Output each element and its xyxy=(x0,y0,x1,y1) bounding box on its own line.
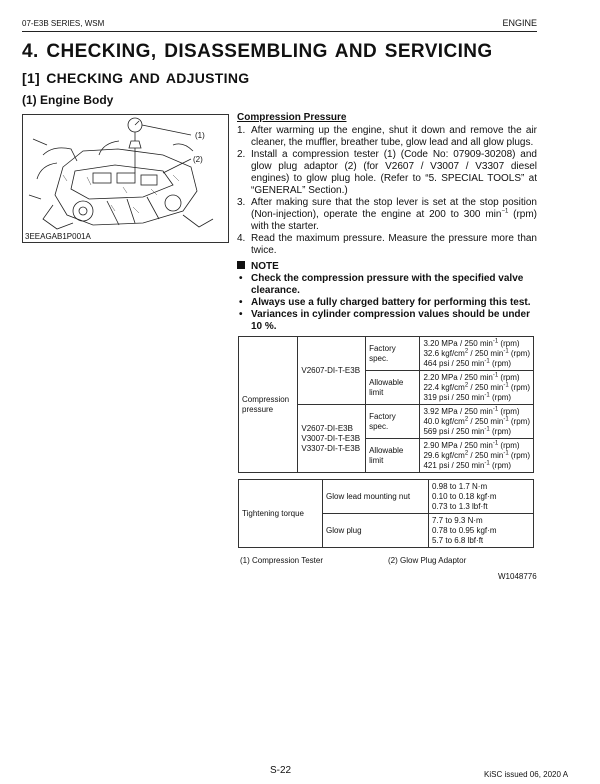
glow-lead-nut-label: Glow lead mounting nut xyxy=(323,480,429,514)
factory-spec-label: Factory spec. xyxy=(366,337,420,371)
compression-item-label: Compression pressure xyxy=(239,337,298,473)
chapter-title: 4. CHECKING, DISASSEMBLING AND SERVICING xyxy=(22,41,493,62)
procedure-step: 1. After warming up the engine, shut it down and remove the air cleaner, the muffler, breather tube, glow lead and all glow plugs. xyxy=(237,125,537,148)
torque-spec-table xyxy=(238,479,534,548)
glow-lead-nut-values: 0.98 to 1.7 N·m 0.10 to 0.18 kgf·m 0.73 to 1.3 lbf·ft xyxy=(429,480,534,514)
header-divider xyxy=(22,31,537,32)
note-square-icon xyxy=(237,261,245,269)
torque-item-label: Tightening torque xyxy=(239,480,323,548)
legend-compression-tester: (1) Compression Tester xyxy=(240,556,323,565)
subsection-title: (1) Engine Body xyxy=(22,93,114,107)
figure-code: 3EEAGAB1P001A xyxy=(25,232,91,241)
model-a-limit-values: 2.20 MPa / 250 $\min^{-1} (rpm)$ 22.4 kgf/$cm^2 / 250$ $\min^{-1} (rpm)$ 319 psi / 250 $\min^{-1} (rpm)$ xyxy=(420,371,534,405)
model-b-label: V2607-DI-E3B V3007-DI-T-E3B V3307-DI-T-E3B xyxy=(298,405,366,473)
allowable-limit-label: Allowable limit xyxy=(366,439,420,473)
engine-illustration xyxy=(22,114,229,243)
procedure-step: 2. Install a compression tester (1) (Code No: 07909-30208) and glow plug adaptor (2) (for V2607 / V3007 / V3307 diesel engines) to glow plug hole. (Refer to “5. SPECIAL TOOLS” at “GENERAL” Section.) xyxy=(237,149,537,196)
model-b-limit-values: 2.90 MPa / 250 $\min^{-1} (rpm)$ 29.6 kgf/$cm^2 / 250$ $\min^{-1} (rpm)$ 421 psi / 250 $\min^{-1} (rpm)$ xyxy=(420,439,534,473)
model-a-factory-values: 3.20 MPa / 250 $\min^{-1} (rpm)$ 32.6 kgf/$cm^2 / 250$ $\min^{-1} (rpm)$ 464 psi / 250 $\min^{-1} (rpm)$ xyxy=(420,337,534,371)
page-number: S-22 xyxy=(270,765,292,776)
note-item: • Check the compression pressure with the specified valve clearance. xyxy=(239,273,524,296)
note-item: • Always use a fully charged battery for performing this test. xyxy=(239,297,531,308)
procedure-steps xyxy=(237,125,537,257)
procedure-title: Compression Pressure xyxy=(237,112,347,123)
issue-info: KiSC issued 06, 2020 A xyxy=(484,770,569,779)
allowable-limit-label: Allowable limit xyxy=(366,371,420,405)
model-a-label: V2607-DI-T-E3B xyxy=(298,337,366,405)
header-series: 07-E3B SERIES, WSM xyxy=(22,19,105,28)
section-title: [1] CHECKING AND ADJUSTING xyxy=(22,70,250,86)
header-section: ENGINE xyxy=(502,18,537,28)
note-heading: NOTE xyxy=(237,261,279,272)
note-item: • Variances in cylinder compression values should be under 10 %. xyxy=(239,309,530,332)
procedure-step: 3. After making sure that the stop lever is set at the stop position (Non-injection), operate the engine at 200 to 300 $\min^{-1} (rpm)$ with the starter. xyxy=(237,197,537,232)
note-list xyxy=(237,273,537,333)
procedure-step: 4. Read the maximum pressure. Measure the pressure more than twice. xyxy=(237,233,537,256)
figure-callout-1: (1) xyxy=(195,131,205,140)
legend-glow-plug-adaptor: (2) Glow Plug Adaptor xyxy=(388,556,467,565)
compression-spec-table xyxy=(238,336,534,473)
model-b-factory-values: 3.92 MPa / 250 $\min^{-1} (rpm)$ 40.0 kgf/$cm^2 / 250$ $\min^{-1} (rpm)$ 569 psi / 250 $\min^{-1} (rpm)$ xyxy=(420,405,534,439)
glow-plug-values: 7.7 to 9.3 N·m 0.78 to 0.95 kgf·m 5.7 to 6.8 lbf·ft xyxy=(429,514,534,548)
glow-plug-label: Glow plug xyxy=(323,514,429,548)
factory-spec-label: Factory spec. xyxy=(366,405,420,439)
engine-drawing xyxy=(23,115,229,243)
document-code: W1048776 xyxy=(498,572,537,581)
figure-callout-2: (2) xyxy=(193,155,203,164)
